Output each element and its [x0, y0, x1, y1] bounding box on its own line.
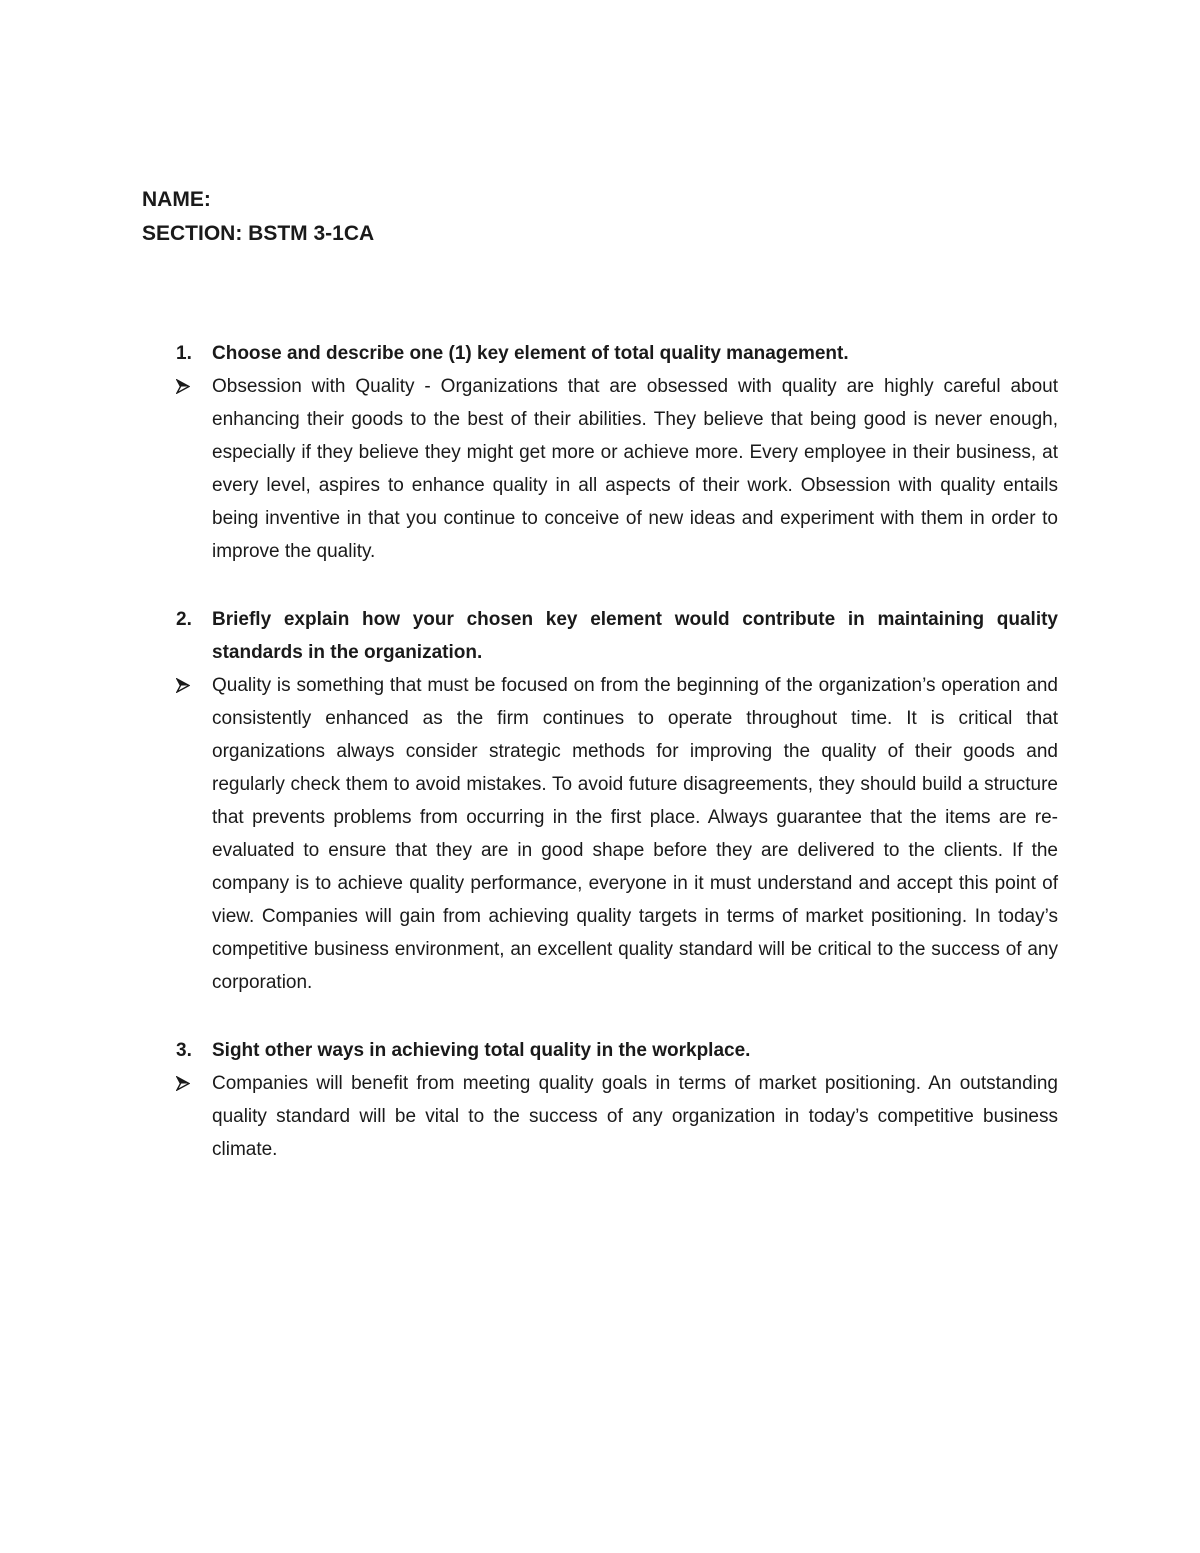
question-block-3 [176, 1034, 1058, 1166]
answer-text: Obsession with Quality - Organizations that are obsessed with quality are highly careful about enhancing their goods to the best of their abilities. They believe that being good is never enough, especially if they believe they might get more or achieve more. Every employee in their business, at every level, aspires to enhance quality in all aspects of their work. Obsession with quality entails being inventive in that you continue to conceive of new ideas and experiment with them in order to improve the quality. [212, 376, 1058, 562]
answer-paragraph [176, 669, 1058, 999]
answer-paragraph [176, 370, 1058, 568]
name-label: NAME: [142, 188, 211, 211]
arrowhead-bullet-icon [176, 1067, 198, 1100]
question-text: Briefly explain how your chosen key element would contribute in maintaining quality standards in the organization. [212, 609, 1058, 663]
question-block-2 [176, 603, 1058, 999]
question-text: Choose and describe one (1) key element of total quality management. [212, 343, 849, 364]
answer-text: Quality is something that must be focused on from the beginning of the organization’s operation and consistently enhanced as the firm continues to operate throughout time. It is critical that organizations always consider strategic methods for improving the quality of their goods and regularly check them to avoid mistakes. To avoid future disagreements, they should build a structure that prevents problems from occurring in the first place. Always guarantee that the items are re-evaluated to ensure that they are in good shape before they are delivered to the clients. If the company is to achieve quality performance, everyone in it must understand and accept this point of view. Companies will gain from achieving quality targets in terms of market positioning. In today’s competitive business environment, an excellent quality standard will be critical to the success of any corporation. [212, 675, 1058, 993]
question-heading [176, 603, 1058, 669]
question-list [176, 337, 1058, 1201]
document-header [142, 183, 1042, 251]
question-heading [176, 1034, 1058, 1067]
section-label: SECTION: BSTM 3-1CA [142, 222, 375, 245]
answer-text: Companies will benefit from meeting quality goals in terms of market positioning. An outstanding quality standard will be vital to the success of any organization in today’s competitive business climate. [212, 1073, 1058, 1160]
arrowhead-bullet-icon [176, 370, 198, 403]
question-number: 2. [176, 609, 192, 630]
question-number: 1. [176, 343, 192, 364]
question-text: Sight other ways in achieving total quality in the workplace. [212, 1040, 751, 1061]
question-number: 3. [176, 1040, 192, 1061]
question-block-1 [176, 337, 1058, 568]
arrowhead-bullet-icon [176, 669, 198, 702]
answer-paragraph [176, 1067, 1058, 1166]
question-heading [176, 337, 1058, 370]
